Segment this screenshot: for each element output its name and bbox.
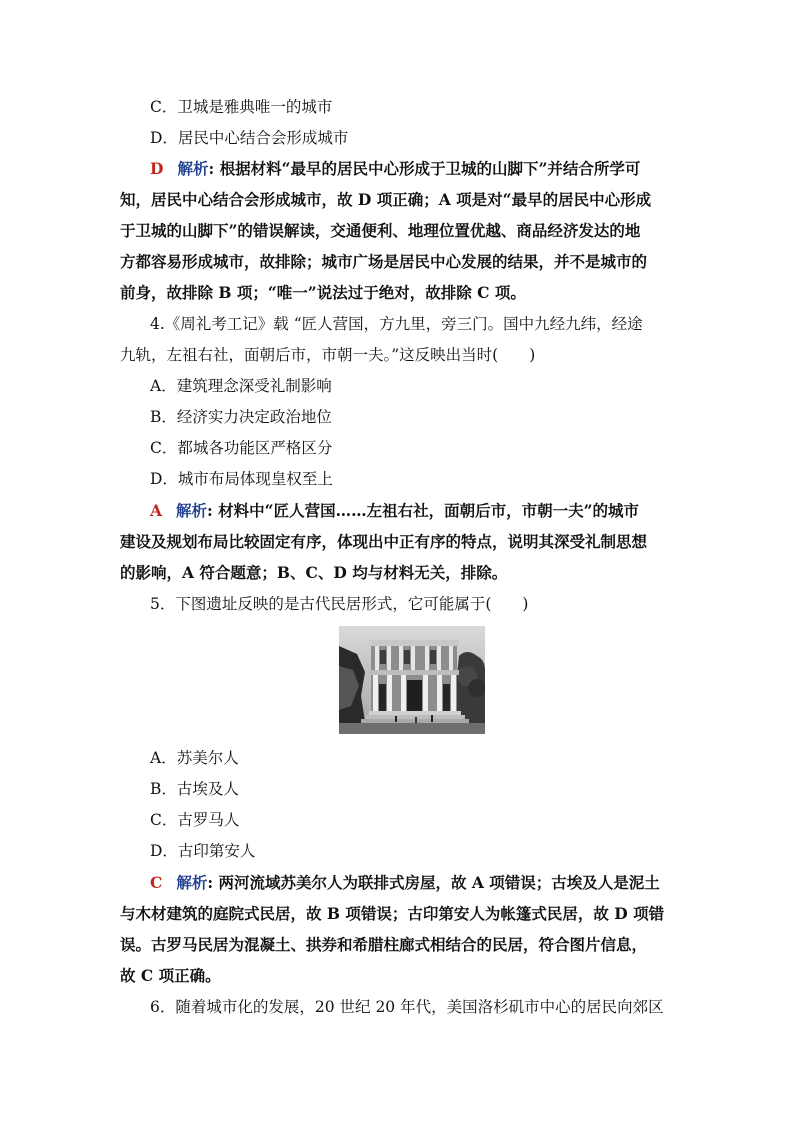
q4-analysis-tag: 解析	[176, 501, 208, 520]
q5-stem: 5．下图遗址反映的是古代民居形式，它可能属于( )	[150, 595, 529, 613]
q3-option-d: D．居民中心结合会形成城市	[150, 129, 349, 147]
q6-stem-line-1: 6．随着城市化的发展，20 世纪 20 年代，美国洛杉矶市中心的居民向郊区	[150, 998, 664, 1016]
q5-analysis-tag: 解析	[176, 873, 208, 892]
q3-analysis-line-1	[150, 159, 710, 179]
q4-analysis-line-1	[150, 501, 710, 521]
q3-option-c: C．卫城是雅典唯一的城市	[150, 98, 333, 116]
q4-option-a: A．建筑理念深受礼制影响	[150, 377, 332, 395]
q4-analysis-text: : 材料中“匠人营国……左祖右社，面朝后市，市朝一夫”的城市	[207, 501, 639, 520]
q3-analysis-line-5: 前身，故排除 B 项；“唯一”说法过于绝对，故排除 C 项。	[120, 283, 526, 302]
ancient-library-ruins-photo-icon	[339, 626, 485, 734]
q4-answer-key: A	[150, 501, 163, 520]
q5-analysis-line-2: 与木材建筑的庭院式民居，故 B 项错误；古印第安人为帐篷式民居，故 D 项错	[120, 904, 665, 923]
q5-option-d: D．古印第安人	[150, 842, 256, 860]
q5-option-b: B．古埃及人	[150, 780, 239, 798]
q5-analysis-line-3: 误。古罗马民居为混凝土、拱券和希腊柱廊式相结合的民居，符合图片信息，	[120, 935, 648, 954]
q4-analysis-line-3: 的影响，A 符合题意；B、C、D 均与材料无关，排除。	[120, 563, 508, 582]
q4-analysis-line-2: 建设及规划布局比较固定有序，体现出中正有序的特点，说明其深受礼制思想	[120, 532, 648, 551]
q4-option-d: D．城市布局体现皇权至上	[150, 470, 333, 488]
q3-answer-key: D	[150, 159, 164, 178]
q5-analysis-line-1	[150, 873, 710, 893]
q5-option-c: C．古罗马人	[150, 811, 240, 829]
q3-analysis-line-3: 于卫城的山脚下”的错误解读，交通便利、地理位置优越、商品经济发达的地	[120, 221, 641, 240]
q5-analysis-line-4: 故 C 项正确。	[120, 966, 221, 985]
q3-analysis-text: : 根据材料“最早的居民中心形成于卫城的山脚下”并结合所学可	[208, 159, 641, 178]
q3-analysis-tag: 解析	[177, 159, 209, 178]
q4-stem-line-2: 九轨，左祖右社，面朝后市，市朝一夫。”这反映出当时( )	[120, 346, 536, 364]
q4-option-b: B．经济实力决定政治地位	[150, 408, 332, 426]
q3-analysis-line-4: 方都容易形成城市，故排除；城市广场是居民中心发展的结果，并不是城市的	[120, 252, 648, 271]
q3-analysis-line-2: 知，居民中心结合会形成城市，故 D 项正确；A 项是对“最早的居民中心形成	[120, 190, 652, 209]
q4-stem-line-1: 4.《周礼考工记》载 “匠人营国，方九里，旁三门。国中九经九纬，经途	[150, 315, 643, 333]
q5-answer-key: C	[150, 873, 163, 892]
q5-analysis-text: : 两河流域苏美尔人为联排式房屋，故 A 项错误；古埃及人是泥土	[207, 873, 660, 892]
q5-option-a: A．苏美尔人	[150, 749, 239, 767]
q4-option-c: C．都城各功能区严格区分	[150, 439, 333, 457]
